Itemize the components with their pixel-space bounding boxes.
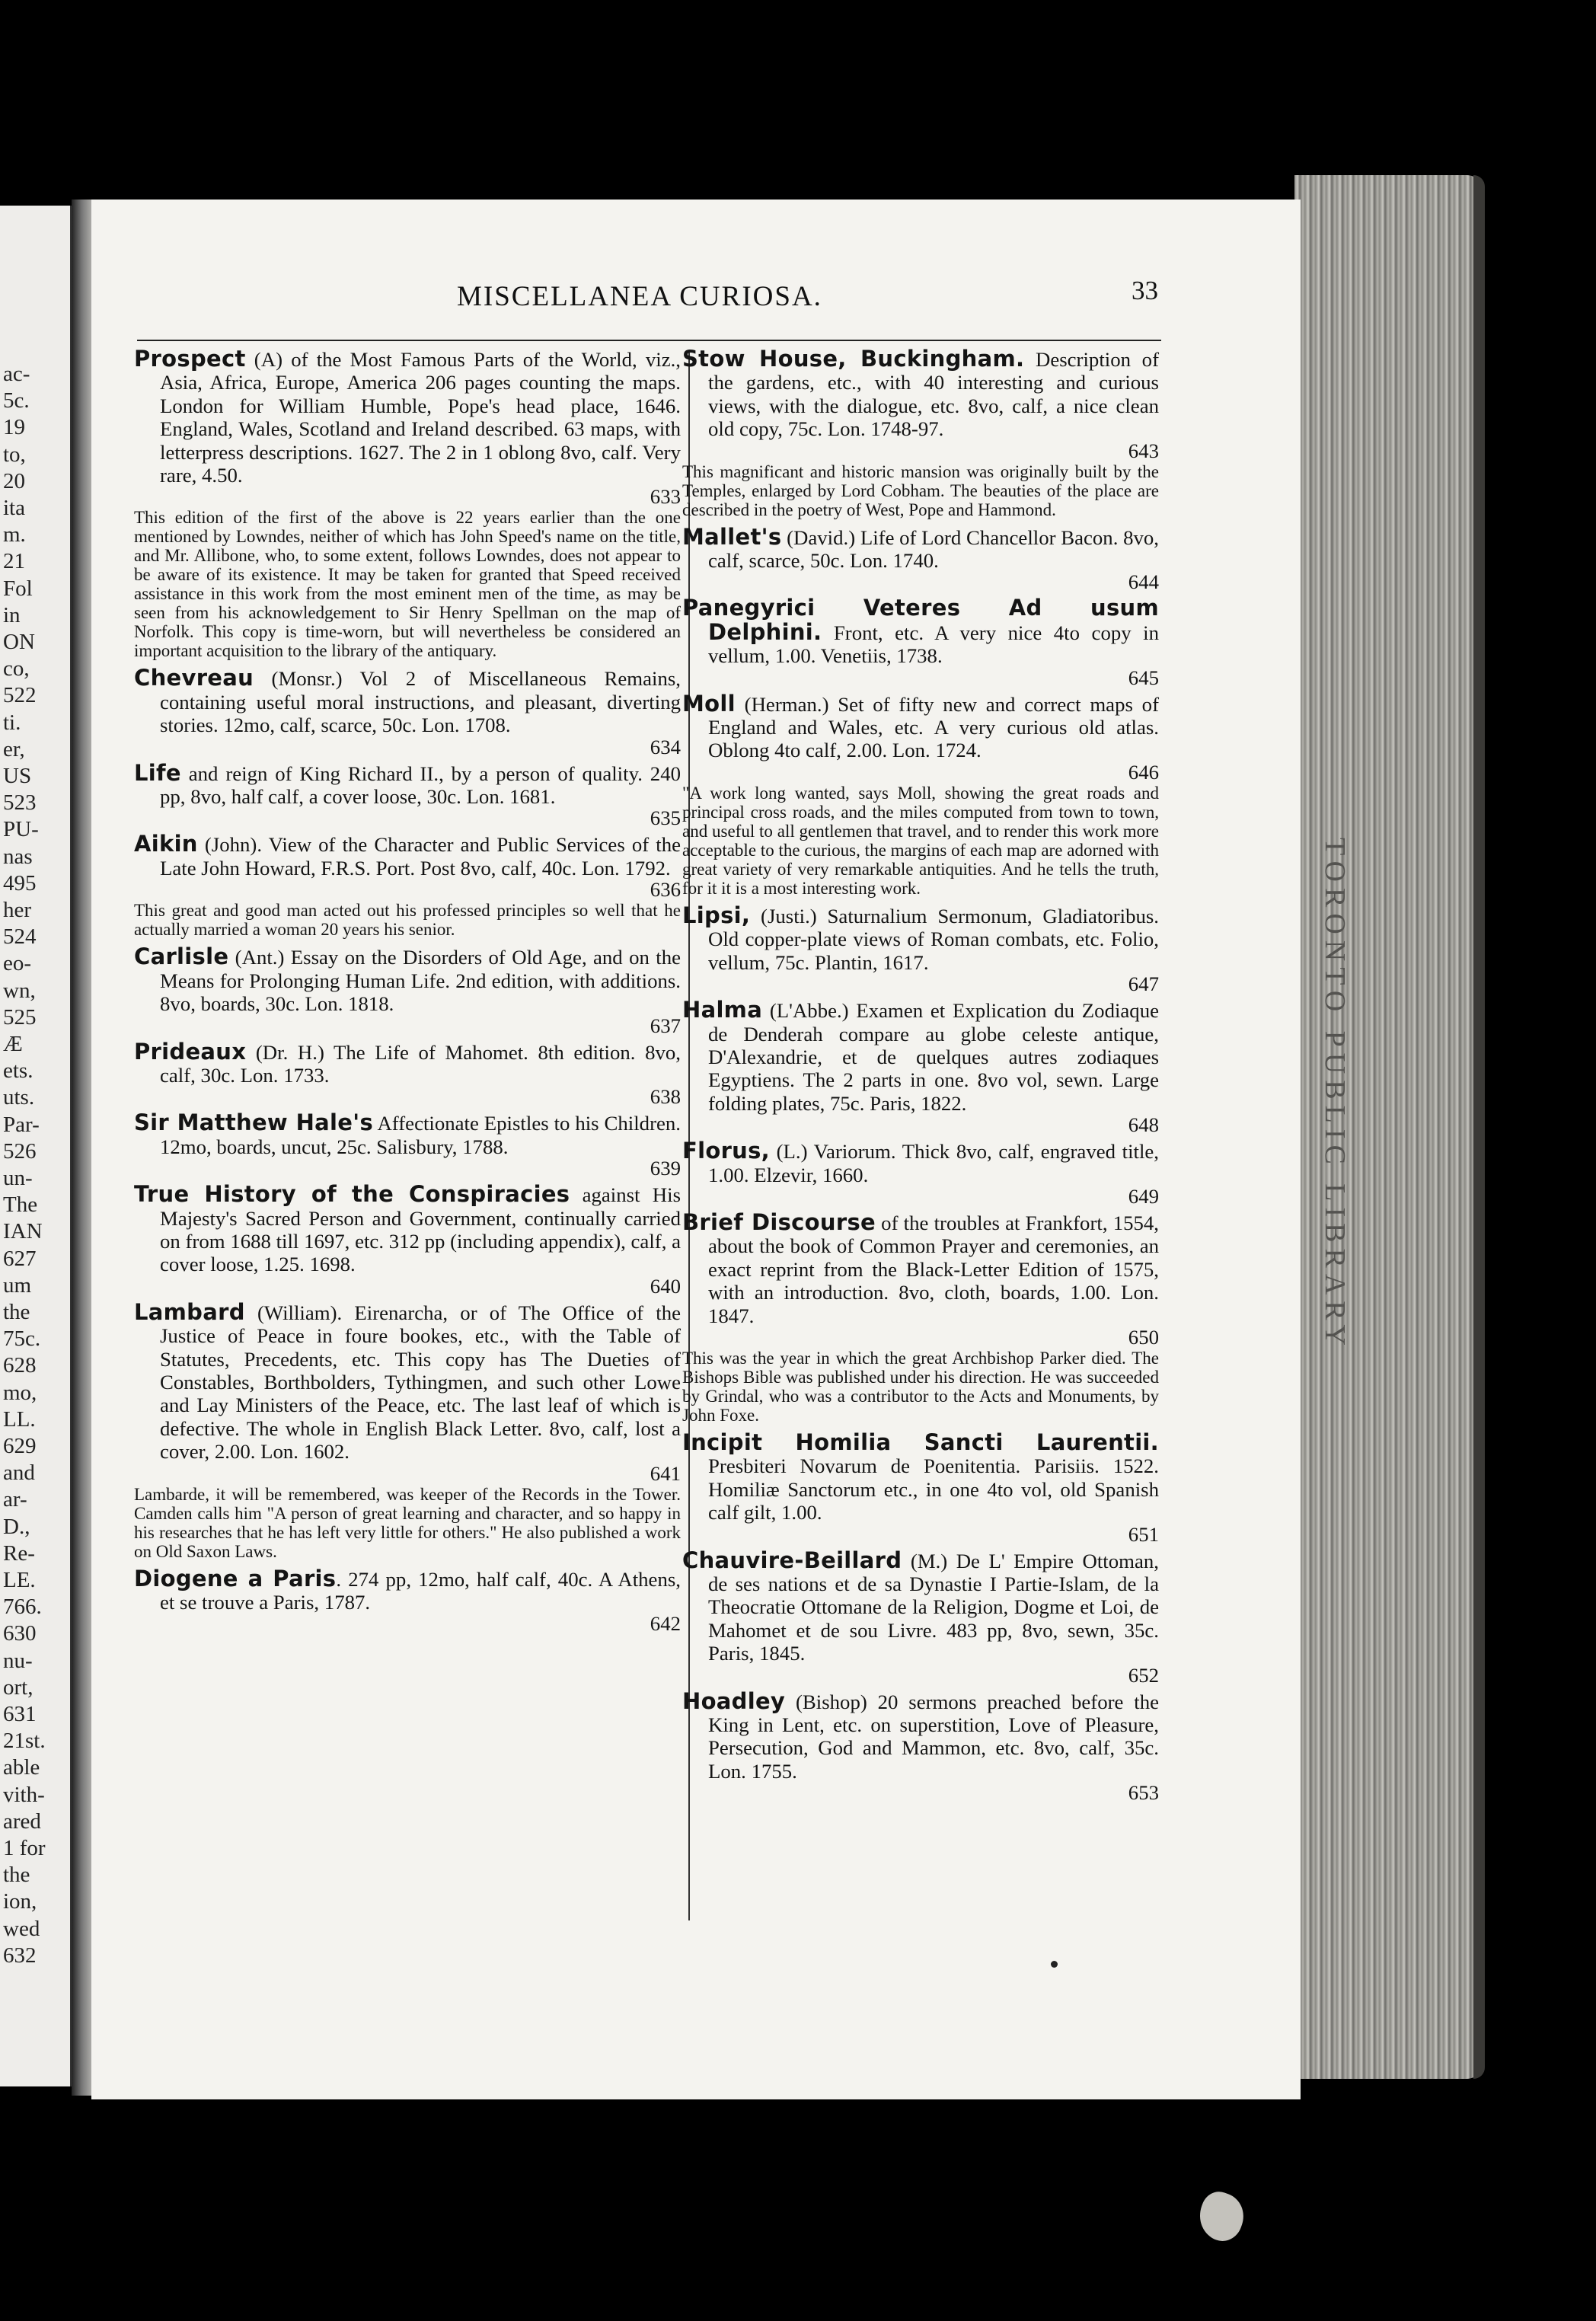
left-page-text: in <box>3 602 21 627</box>
left-page-text: um <box>3 1272 32 1298</box>
entry-body <box>134 1040 681 1087</box>
entry-heading: Moll <box>682 690 736 717</box>
entry-heading: Aikin <box>134 831 198 857</box>
entry-number: 648 <box>1128 1113 1159 1137</box>
left-page-text: un- <box>3 1166 33 1190</box>
left-page-text: her <box>3 898 32 922</box>
left-page-text: mo, <box>3 1380 37 1405</box>
entry-body <box>134 945 681 1015</box>
left-page-text: ets. <box>3 1058 34 1084</box>
entry-body <box>134 832 681 880</box>
catalog-entry <box>134 1183 681 1296</box>
entry-note: This was the year in which the great Archbishop Parker died. The Bishops Bible was published under his direction. He was succeeded by Grindal, who was a contributor to the Acts and Monuments, by John Foxe. <box>682 1348 1159 1425</box>
entry-description: (Justi.) Saturnalium Sermonum, Gladiatoribus. Old copper-plate views of Roman combats, etc. Folio, vellum, 75c. Plantin, 1617. <box>708 904 1159 974</box>
entry-heading: Mallet's <box>682 523 782 550</box>
entry-number: 644 <box>1128 570 1159 594</box>
left-page-text: 766. <box>3 1595 42 1620</box>
entry-number: 642 <box>650 1612 681 1636</box>
entry-heading: Carlisle <box>134 943 229 970</box>
entry-body <box>134 1183 681 1276</box>
entry-number: 634 <box>650 735 681 758</box>
entry-heading: Prideaux <box>134 1038 247 1065</box>
entry-heading: Lipsi, <box>682 902 751 928</box>
left-page-text: ared <box>3 1809 41 1834</box>
left-page-text: 1 for <box>3 1836 46 1860</box>
entry-description: (Ant.) Essay on the Disorders of Old Age, and on the Means for Prolonging Human Life. 2nd edition, with additions. 8vo, boards, 30c. Lon. 1818. <box>160 946 681 1016</box>
library-stamp: TORONTO PUBLIC LIBRARY <box>1319 838 1351 1352</box>
entry-body <box>682 596 1159 667</box>
entry-description: Front, etc. A very nice 4to copy in vellum, 1.00. Venetiis, 1738. <box>708 621 1159 668</box>
entry-description: Affectionate Epistles to his Children. 12mo, boards, uncut, 25c. Salisbury, 1788. <box>160 1112 681 1158</box>
entry-number: 646 <box>1128 760 1159 784</box>
left-page-text: 5c. <box>3 388 30 413</box>
entry-number: 650 <box>1128 1325 1159 1349</box>
entry-heading: Lambard <box>134 1298 245 1325</box>
entry-description: and reign of King Richard II., by a person of quality. 240 pp, 8vo, half calf, a cover loose, 30c. Lon. 1681. <box>160 761 681 809</box>
entry-number: 649 <box>1128 1184 1159 1208</box>
catalog-entry <box>682 1208 1160 1425</box>
left-page-text: Re- <box>3 1540 35 1566</box>
entry-body <box>682 1549 1159 1665</box>
left-page-text: PU- <box>3 817 39 842</box>
entry-description: (L.) Variorum. Thick 8vo, calf, engraved title, 1.00. Elzevir, 1660. <box>708 1140 1159 1186</box>
left-page-text: LL. <box>3 1406 36 1432</box>
catalog-entry <box>134 1040 681 1107</box>
catalog-entry <box>682 1431 1159 1544</box>
entry-description: Description of the gardens, etc., with 40 interesting and curious views, with the dialogue, etc. 8vo, calf, a nice clean old copy, 75c. Lon. 1748-97. <box>708 348 1159 441</box>
left-page-text: uts. <box>3 1085 35 1110</box>
left-page-text: 629 <box>3 1434 37 1458</box>
left-page-text: ar- <box>3 1487 27 1512</box>
entry-body <box>134 1567 681 1614</box>
entry-heading: Stow House, Buckingham. <box>682 346 1025 372</box>
left-page-fragment <box>0 206 72 2086</box>
catalog-entry <box>682 692 1159 898</box>
entry-body <box>134 666 681 736</box>
left-page-text: 526 <box>3 1138 37 1164</box>
entry-heading: Chauvire-Beillard <box>682 1547 902 1573</box>
entry-heading: Brief Discourse <box>682 1208 876 1235</box>
left-page-text: ti. <box>3 710 21 735</box>
entry-heading: Hoadley <box>682 1687 786 1714</box>
catalog-entry <box>134 832 681 939</box>
left-page-text: 525 <box>3 1004 37 1030</box>
catalog-entry <box>134 761 681 828</box>
entry-description: of the troubles at Frankfort, 1554, about the book of Common Prayer and ceremonies, an exact reprint from the Black-Letter Edition of 1575, with an introduction. 8vo, cloth, boards, 1.00. Lon. 1847. <box>708 1211 1160 1327</box>
entry-body <box>134 347 681 487</box>
left-page-text: ON <box>3 630 35 654</box>
left-page-text: Fol <box>3 576 33 601</box>
entry-heading: Panegyrici Veteres Ad usum Delphini. <box>682 595 1159 645</box>
entry-heading: Life <box>134 759 181 786</box>
entry-heading: Prospect <box>134 346 246 372</box>
entry-heading: Diogene a Paris <box>134 1565 337 1591</box>
entry-note: This great and good man acted out his professed principles so well that he actually married a woman 20 years his senior. <box>134 901 681 940</box>
entry-body <box>682 525 1159 573</box>
left-page-text: vith- <box>3 1782 45 1807</box>
left-page-text: and <box>3 1461 35 1486</box>
entry-description: (William). Eirenarcha, or of The Office of the Justice of Peace in foure bookes, etc., with the Table of Statutes, Precedents, etc. This copy has The Dueties of Constables, Borthbolders, Tythingmen, and such other Lowe and Lay Ministers of the Peace, etc. The last leaf of which is defective. The whole in English Black Letter. 8vo, calf, lost a cover, 2.00. Lon. 1602. <box>160 1301 681 1464</box>
left-page-text: the <box>3 1863 30 1888</box>
left-page-text: ort, <box>3 1675 34 1700</box>
entry-note: This magnificant and historic mansion was originally built by the Temples, enlarged by Lord Cobham. The beauties of the place are described in the poetry of West, Pope and Hammond. <box>682 461 1159 519</box>
left-page-text: 630 <box>3 1621 37 1646</box>
catalog-entry <box>134 347 681 660</box>
running-head: MISCELLANEA CURIOSA. <box>457 281 822 312</box>
left-page-text: to, <box>3 442 26 467</box>
left-page-text: ac- <box>3 362 30 386</box>
entry-number: 635 <box>650 806 681 830</box>
right-column <box>656 347 1159 1807</box>
entry-heading: True History of the Conspiracies <box>134 1181 570 1208</box>
entry-heading: Sir Matthew Hale's <box>134 1109 374 1136</box>
left-page-text: The <box>3 1192 38 1218</box>
left-page-text: 628 <box>3 1353 37 1378</box>
left-page-text: 21st. <box>3 1729 46 1754</box>
left-page-text: m. <box>3 522 26 548</box>
catalog-entry <box>682 1139 1159 1206</box>
left-page-text: 522 <box>3 683 37 708</box>
entry-number: 647 <box>1128 972 1159 996</box>
entry-body <box>682 692 1159 762</box>
entry-description: (A) of the Most Famous Parts of the World, viz., Asia, Africa, Europe, America 206 pages counting the maps. London for William Humble, Pope's head place, 1646. England, Wales, Scotland and Ireland described. 63 maps, with letterpress descriptions. 1627. The 2 in 1 oblong 8vo, calf. Very rare, 4.50. <box>160 348 681 487</box>
entry-number: 633 <box>650 485 681 509</box>
left-page-text: co, <box>3 656 30 682</box>
catalog-entry <box>682 525 1159 592</box>
entry-note: "A work long wanted, says Moll, showing the great roads and principal cross roads, and the miles computed from town to town, and useful to all gentlemen that travel, and to render this work more acceptable to the curious, the margins of each map are adorned with great variety of very remarkable antiquities. And he tells the truth, for it it is a most interesting work. <box>682 783 1159 898</box>
left-page-text: 495 <box>3 870 37 896</box>
entry-heading: Incipit Homilia Sancti Laurentii. <box>682 1429 1159 1455</box>
left-page-text: 632 <box>3 1943 37 1968</box>
entry-description: (Monsr.) Vol 2 of Miscellaneous Remains, containing useful moral instructions, and pleasant, diverting stories. 12mo, calf, scarce, 50c. Lon. 1708. <box>160 667 681 737</box>
entry-description: (Dr. H.) The Life of Mahomet. 8th edition. 8vo, calf, 30c. Lon. 1733. <box>160 1040 681 1087</box>
header-rule <box>137 340 1161 341</box>
entry-body <box>682 1687 1159 1783</box>
left-page-text: 523 <box>3 790 37 816</box>
entry-description: against His Majesty's Sacred Person and Government, continually carried on from 1688 till 1697, etc. 312 pp (including appendix), calf, a cover loose, 1.25. 1698. <box>160 1183 681 1276</box>
left-page-text: US <box>3 764 32 788</box>
entry-number: 651 <box>1128 1522 1159 1546</box>
left-page-text: Par- <box>3 1112 40 1137</box>
entry-body <box>682 1431 1159 1524</box>
entry-body <box>134 761 681 809</box>
entry-description: Presbiteri Novarum de Poenitentia. Parisiis. 1522. Homiliæ Sanctorum etc., in one 4to vol, old Spanish calf gilt, 1.00. <box>708 1454 1159 1524</box>
left-page-text: 19 <box>3 415 25 440</box>
left-page-text: ion, <box>3 1889 37 1914</box>
left-page-text: Æ <box>3 1032 23 1056</box>
left-page-text: 21 <box>3 549 25 574</box>
catalog-entry <box>134 666 681 756</box>
left-page-text: able <box>3 1755 40 1780</box>
entry-body <box>682 347 1159 441</box>
ink-dot <box>1051 1961 1058 1968</box>
left-page-text: wed <box>3 1916 40 1941</box>
left-page-text: the <box>3 1300 30 1324</box>
left-column <box>134 347 681 1638</box>
left-page-text: IAN <box>3 1219 43 1244</box>
left-page-text: 20 <box>3 468 25 493</box>
entry-description: (David.) Life of Lord Chancellor Bacon. 8vo, calf, scarce, 50c. Lon. 1740. <box>708 525 1159 573</box>
entry-body <box>134 1111 681 1158</box>
catalog-entry <box>682 904 1159 994</box>
catalog-entry <box>682 1687 1159 1805</box>
left-page-text: 631 <box>3 1702 37 1726</box>
left-page-text: 524 <box>3 924 37 950</box>
entry-description: . 274 pp, 12mo, half calf, 40c. A Athens, et se trouve a Paris, 1787. <box>160 1567 681 1614</box>
entry-note: This edition of the first of the above is 22 years earlier than the one mentioned by Lowndes, neither of which has John Speed's name on the title, and Mr. Allibone, who, to some extent, follows Lowndes, does not appear to be aware of its existence. It may be taken for granted that Speed received assistance in this work from the most eminent men of the time, as may be seen from his acknowledgement to Sir Henry Spellman on the map of Norfolk. This copy is time-worn, but will nevertheless be considered an important acquisition to the library of the antiquary. <box>134 508 681 661</box>
page-number: 33 <box>1132 276 1158 305</box>
entry-body <box>682 904 1159 974</box>
entry-body <box>682 1139 1159 1186</box>
left-page-text: wn, <box>3 978 36 1003</box>
left-page-text: nu- <box>3 1648 33 1673</box>
entry-number: 638 <box>650 1085 681 1109</box>
entry-body <box>134 1298 681 1464</box>
entry-description: (John). View of the Character and Public Services of the Late John Howard, F.R.S. Port. Post 8vo, calf, 40c. Lon. 1792. <box>160 833 681 880</box>
entry-number: 641 <box>650 1461 681 1485</box>
entry-description: (L'Abbe.) Examen et Explication du Zodiaque de Denderah compare au globe celeste antique, D'Alexandrie, et de quelques autres zodiaques Egyptiens. The 2 parts in one. 8vo vol, sewn. Large folding plates, 75c. Paris, 1822. <box>708 999 1159 1115</box>
entry-number: 639 <box>650 1157 681 1180</box>
catalog-entry <box>682 347 1159 519</box>
entry-number: 637 <box>650 1014 681 1037</box>
catalog-entry <box>134 1567 681 1634</box>
left-page-text: er, <box>3 736 25 761</box>
entry-body <box>682 1208 1160 1327</box>
left-page-text: ita <box>3 496 25 520</box>
catalog-entry <box>682 1549 1159 1685</box>
catalog-entry <box>682 998 1159 1135</box>
catalog-entry <box>134 1111 681 1178</box>
left-page-text: nas <box>3 844 33 869</box>
entry-heading: Chevreau <box>134 665 254 691</box>
entry-number: 643 <box>1128 439 1159 462</box>
left-page-text: D., <box>3 1514 30 1539</box>
left-page-text: eo- <box>3 951 32 976</box>
entry-number: 653 <box>1128 1781 1159 1805</box>
entry-body <box>682 998 1159 1115</box>
entry-heading: Florus, <box>682 1138 770 1164</box>
left-page-text: 627 <box>3 1246 37 1271</box>
entry-note: Lambarde, it will be remembered, was keeper of the Records in the Tower. Camden calls him "A person of great learning and character, and so happy in his researches that he has left very little for others." He also published a work on Old Saxon Laws. <box>134 1484 681 1561</box>
entry-description: (Herman.) Set of fifty new and correct maps of England and Wales, etc. A very curious old atlas. Oblong 4to calf, 2.00. Lon. 1724. <box>708 692 1159 762</box>
entry-number: 645 <box>1128 666 1159 689</box>
catalog-entry <box>134 1298 681 1561</box>
entry-description: (M.) De L' Empire Ottoman, de ses nations et de sa Dynastie I Partie-Islam, de la Theocratie Ottomane de la Religion, Dogme et Loi, de Mahomet et de sou Livre. 483 pp, 8vo, sewn, 35c. Paris, 1845. <box>708 1549 1159 1665</box>
entry-number: 636 <box>650 878 681 902</box>
entry-heading: Halma <box>682 997 763 1023</box>
paper-stain <box>1192 2187 1250 2246</box>
catalog-entry <box>682 596 1159 687</box>
entry-number: 640 <box>650 1274 681 1298</box>
catalog-entry <box>134 945 681 1035</box>
entry-description: (Bishop) 20 sermons preached before the King in Lent, etc. on superstition, Love of Pleasure, Persecution, God and Mammon, etc. 8vo, calf, 35c. Lon. 1755. <box>708 1690 1159 1783</box>
entry-number: 652 <box>1128 1663 1159 1687</box>
left-page-text: 75c. <box>3 1327 41 1352</box>
left-page-text: LE. <box>3 1568 36 1592</box>
